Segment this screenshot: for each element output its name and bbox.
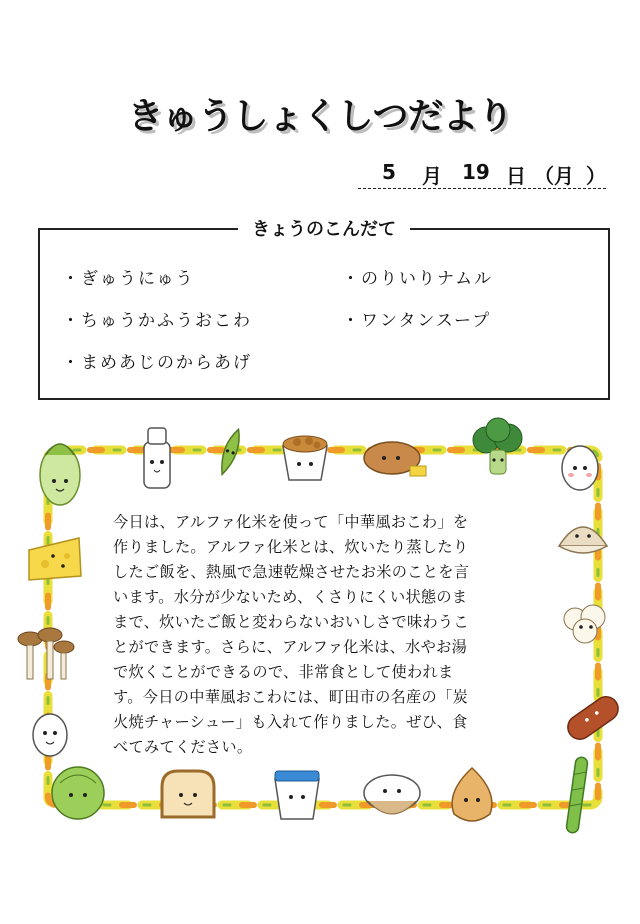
menu-box (38, 219, 610, 400)
date-day: 19 (462, 160, 490, 184)
story-line: す。今日の中華風おこわには、町田市の名産の「炭 (113, 688, 468, 706)
date-day-unit: 日 (506, 164, 526, 188)
story-line: とができます。さらに、アルファ化米は、水やお湯 (113, 638, 468, 656)
story-line: したご飯を、熱風で急速乾燥させたお米のことを言 (113, 563, 470, 581)
milk-bottle-icon (144, 428, 170, 488)
menu-item: ・ワンタンスープ (342, 311, 492, 331)
cabbage-icon (52, 767, 104, 819)
date-month: 5 (382, 160, 396, 184)
cheese-icon (29, 538, 81, 580)
story-line: で炊くことができるので、非常食として使われま (113, 663, 454, 681)
date-close-paren: ） (586, 164, 606, 188)
story-line: います。水分が少ないため、くさりにくい状態のま (113, 588, 468, 606)
egg-icon (562, 446, 598, 490)
menu-item: ・ちゅうかふうおこわ (62, 311, 252, 331)
story-line: まで、炊いたご飯と変わらないおいしさで味わうこ (113, 613, 469, 631)
sausage-icon (563, 692, 623, 744)
menu-item: ・まめあじのからあげ (62, 353, 252, 373)
broccoli-icon (473, 418, 522, 474)
date-weekday: 月 (554, 164, 574, 188)
natto-cup-icon (283, 436, 327, 480)
story-line: 今日は、アルファ化米を使って「中華風おこわ」を (113, 513, 469, 531)
menu-item: ・ぎゅうにゅう (62, 269, 195, 289)
menu-item: ・のりいりナムル (342, 269, 494, 289)
menu-heading: きょうのこんだて (238, 215, 410, 241)
page-title: きゅうしょくしつだより (127, 96, 513, 137)
story-text (113, 510, 525, 760)
date-line (358, 160, 606, 189)
story-line: 火焼チャーシュー」も入れて作りました。ぜひ、食 (113, 713, 468, 731)
yogurt-cup-icon (275, 771, 319, 819)
onion-icon (452, 768, 492, 821)
date-open-paren: （ (534, 164, 554, 188)
story-line: べてみてください。 (113, 738, 253, 756)
toast-icon (162, 771, 214, 817)
chinese-cabbage-icon (40, 444, 80, 505)
asparagus-icon (566, 757, 588, 834)
rice-bowl-icon (364, 775, 420, 814)
date-month-unit: 月 (422, 164, 442, 188)
story-line: 作りました。アルファ化米とは、炊いたり蒸したり (113, 538, 469, 556)
egg-character-icon (33, 714, 67, 756)
